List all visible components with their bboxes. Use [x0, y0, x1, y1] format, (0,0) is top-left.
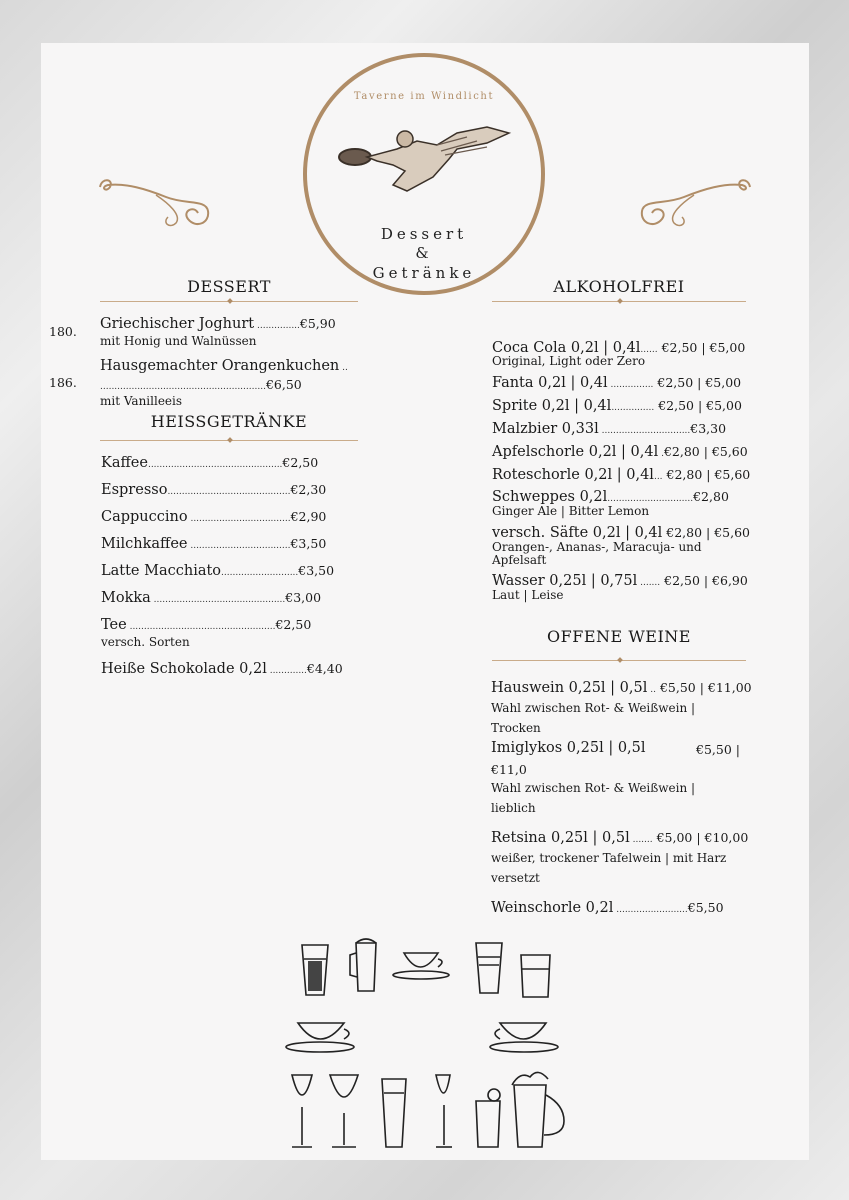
emblem-title-line1: Dessert: [380, 225, 468, 243]
menu-item: Espresso...........................................€2,30: [101, 482, 327, 498]
menu-item: Tee ...................................................€2,50: [101, 617, 312, 633]
wines-title: OFFENE WEINE: [547, 627, 691, 646]
hot-drinks-title: HEISSGETRÄNKE: [150, 412, 308, 431]
menu-item: Roteschorle 0,2l | 0,4l... €2,80 | €5,60: [492, 467, 751, 483]
menu-item-continued: ..........................................................€6,50: [100, 377, 302, 392]
menu-item-note: Original, Light oder Zero: [492, 354, 646, 368]
menu-item: Wasser 0,25l | 0,75l ....... €2,50 | €6,90: [492, 573, 748, 589]
angel-figure-icon: [337, 119, 517, 199]
menu-item-note: versetzt: [491, 871, 540, 885]
menu-item-note: Wahl zwischen Rot- & Weißwein |: [491, 781, 696, 795]
menu-item: Sprite 0,2l | 0,4l............... €2,50 | €5,00: [492, 398, 742, 414]
menu-item: Coca Cola 0,2l | 0,4l...... €2,50 | €5,00: [492, 340, 746, 356]
menu-item: Fanta 0,2l | 0,4l ............... €2,50 | €5,00: [492, 375, 742, 391]
menu-item-note: Wahl zwischen Rot- & Weißwein |: [491, 701, 696, 715]
emblem-title-line3: Getränke: [372, 264, 476, 282]
menu-item-price: €11,0: [491, 762, 527, 777]
menu-item-price: €5,50 |: [696, 742, 740, 757]
menu-item: Imiglykos 0,25l | 0,5l: [491, 740, 646, 756]
menu-item-note: mit Vanilleeis: [100, 394, 183, 408]
menu-item: Malzbier 0,33l ...............................€3,30: [492, 421, 727, 437]
menu-item: versch. Säfte 0,2l | 0,4l €2,80 | €5,60: [492, 525, 750, 541]
menu-item: Griechischer Joghurt ...............€5,90: [100, 316, 336, 332]
emblem-title-line2: &: [415, 244, 433, 262]
drinks-illustration: [280, 935, 580, 1155]
menu-item: Cappuccino ...................................€2,90: [101, 509, 327, 525]
menu-item: Heiße Schokolade 0,2l .............€4,40: [101, 661, 343, 677]
menu-item-note: lieblich: [491, 801, 536, 815]
menu-item-note: weißer, trockener Tafelwein | mit Harz: [491, 851, 727, 865]
menu-item: Retsina 0,25l | 0,5l ....... €5,00 | €10,00: [491, 830, 749, 846]
menu-item: Kaffee...............................................€2,50: [101, 455, 319, 471]
menu-item: Latte Macchiato...........................€3,50: [101, 563, 335, 579]
left-flourish-ornament: [96, 175, 218, 235]
menu-item: Hausgemachter Orangenkuchen ..: [100, 358, 348, 374]
menu-item-note: versch. Sorten: [101, 635, 190, 649]
soft-drinks-title: ALKOHOLFREI: [553, 277, 685, 296]
menu-item-note: mit Honig und Walnüssen: [100, 334, 257, 348]
menu-item-note: Trocken: [491, 721, 541, 735]
menu-number: 180.: [49, 324, 77, 339]
right-flourish-ornament: [632, 175, 754, 235]
logo-emblem: [303, 53, 545, 295]
menu-item-note: Orangen-, Ananas-, Maracuja- und: [492, 540, 702, 554]
menu-item: Schweppes 0,2l..............................€2,80: [492, 489, 729, 505]
menu-item-note: Ginger Ale | Bitter Lemon: [492, 504, 650, 518]
menu-item: Mokka ..............................................€3,00: [101, 590, 322, 606]
dessert-title: DESSERT: [187, 277, 271, 296]
menu-item: Apfelschorle 0,2l | 0,4l .€2,80 | €5,60: [492, 444, 748, 460]
menu-item: Weinschorle 0,2l .........................€5,50: [491, 900, 724, 916]
menu-item-note: Apfelsaft: [492, 553, 547, 567]
menu-item-note: Laut | Leise: [492, 588, 564, 602]
restaurant-name: Taverne im Windlicht: [353, 91, 495, 102]
menu-item: Milchkaffee ...................................€3,50: [101, 536, 327, 552]
menu-number: 186.: [49, 375, 77, 390]
menu-item: Hauswein 0,25l | 0,5l .. €5,50 | €11,00: [491, 680, 752, 696]
